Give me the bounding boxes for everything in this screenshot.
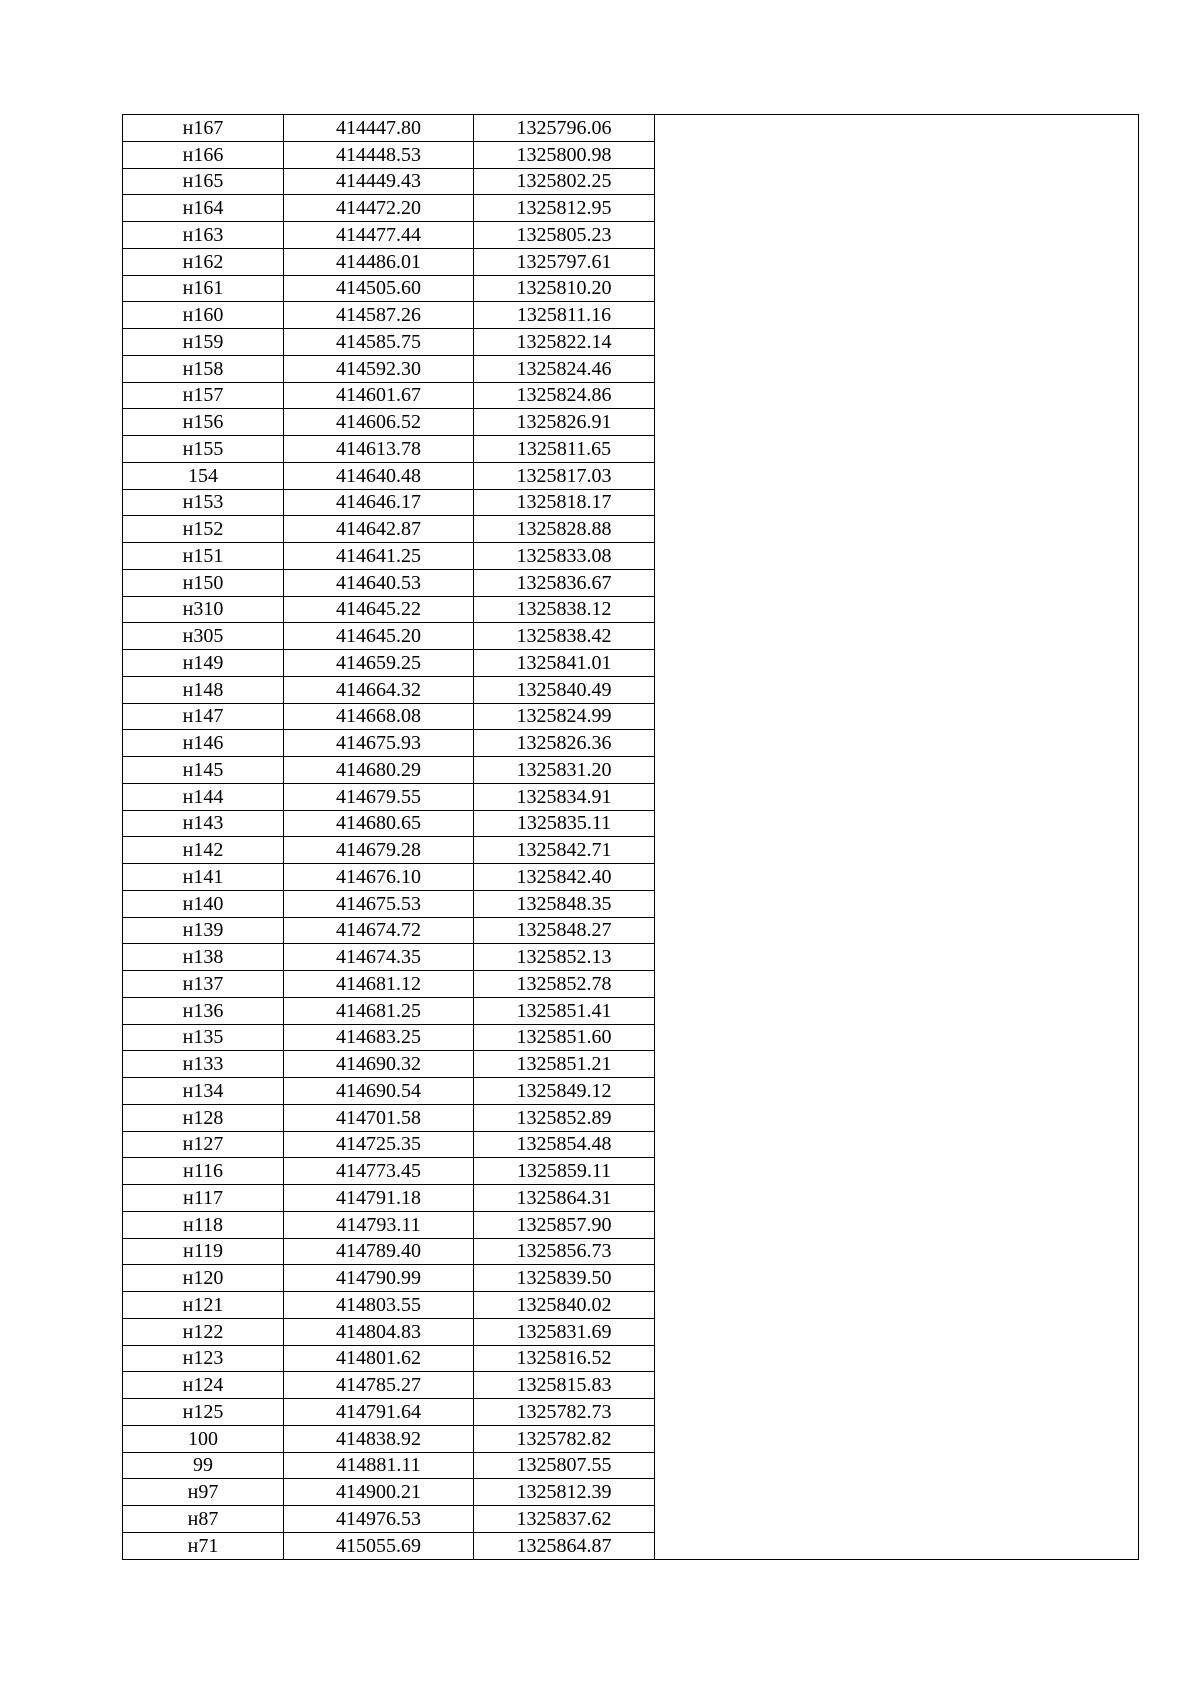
y-coordinate-cell: 1325811.65 xyxy=(474,436,655,463)
x-coordinate-cell: 414659.25 xyxy=(284,650,474,677)
point-name-cell: н156 xyxy=(123,409,284,436)
y-coordinate-cell: 1325833.08 xyxy=(474,543,655,570)
point-name-cell: н142 xyxy=(123,837,284,864)
point-name-cell: н124 xyxy=(123,1372,284,1399)
y-coordinate-cell: 1325812.39 xyxy=(474,1479,655,1506)
point-name-cell: н135 xyxy=(123,1024,284,1051)
table-row xyxy=(123,115,1139,142)
point-name-cell: н161 xyxy=(123,275,284,302)
x-coordinate-cell: 414804.83 xyxy=(284,1318,474,1345)
x-coordinate-cell: 414690.54 xyxy=(284,1078,474,1105)
x-coordinate-cell: 414900.21 xyxy=(284,1479,474,1506)
y-coordinate-cell: 1325824.46 xyxy=(474,355,655,382)
y-coordinate-cell: 1325859.11 xyxy=(474,1158,655,1185)
y-coordinate-cell: 1325782.73 xyxy=(474,1399,655,1426)
x-coordinate-cell: 414613.78 xyxy=(284,436,474,463)
y-coordinate-cell: 1325856.73 xyxy=(474,1238,655,1265)
x-coordinate-cell: 414664.32 xyxy=(284,676,474,703)
y-coordinate-cell: 1325815.83 xyxy=(474,1372,655,1399)
x-coordinate-cell: 414803.55 xyxy=(284,1292,474,1319)
point-name-cell: н121 xyxy=(123,1292,284,1319)
y-coordinate-cell: 1325840.49 xyxy=(474,676,655,703)
x-coordinate-cell: 414681.25 xyxy=(284,997,474,1024)
x-coordinate-cell: 414646.17 xyxy=(284,489,474,516)
point-name-cell: н147 xyxy=(123,703,284,730)
y-coordinate-cell: 1325851.41 xyxy=(474,997,655,1024)
y-coordinate-cell: 1325854.48 xyxy=(474,1131,655,1158)
x-coordinate-cell: 414790.99 xyxy=(284,1265,474,1292)
point-name-cell: н139 xyxy=(123,917,284,944)
y-coordinate-cell: 1325841.01 xyxy=(474,650,655,677)
y-coordinate-cell: 1325824.86 xyxy=(474,382,655,409)
x-coordinate-cell: 414791.64 xyxy=(284,1399,474,1426)
y-coordinate-cell: 1325834.91 xyxy=(474,783,655,810)
point-name-cell: н157 xyxy=(123,382,284,409)
x-coordinate-cell: 414585.75 xyxy=(284,329,474,356)
y-coordinate-cell: 1325864.87 xyxy=(474,1532,655,1559)
empty-merged-cell xyxy=(655,115,1139,1560)
point-name-cell: н146 xyxy=(123,730,284,757)
y-coordinate-cell: 1325811.16 xyxy=(474,302,655,329)
x-coordinate-cell: 414601.67 xyxy=(284,382,474,409)
x-coordinate-cell: 414676.10 xyxy=(284,864,474,891)
point-name-cell: н158 xyxy=(123,355,284,382)
y-coordinate-cell: 1325831.69 xyxy=(474,1318,655,1345)
point-name-cell: 154 xyxy=(123,462,284,489)
point-name-cell: н140 xyxy=(123,890,284,917)
x-coordinate-cell: 414640.53 xyxy=(284,569,474,596)
y-coordinate-cell: 1325837.62 xyxy=(474,1506,655,1533)
y-coordinate-cell: 1325836.67 xyxy=(474,569,655,596)
x-coordinate-cell: 415055.69 xyxy=(284,1532,474,1559)
x-coordinate-cell: 414642.87 xyxy=(284,516,474,543)
y-coordinate-cell: 1325816.52 xyxy=(474,1345,655,1372)
point-name-cell: н162 xyxy=(123,248,284,275)
point-name-cell: н141 xyxy=(123,864,284,891)
x-coordinate-cell: 414680.29 xyxy=(284,757,474,784)
y-coordinate-cell: 1325849.12 xyxy=(474,1078,655,1105)
y-coordinate-cell: 1325838.12 xyxy=(474,596,655,623)
point-name-cell: н138 xyxy=(123,944,284,971)
y-coordinate-cell: 1325826.91 xyxy=(474,409,655,436)
point-name-cell: н120 xyxy=(123,1265,284,1292)
point-name-cell: н87 xyxy=(123,1506,284,1533)
point-name-cell: 100 xyxy=(123,1425,284,1452)
coordinates-table-body xyxy=(123,115,1139,1560)
point-name-cell: н128 xyxy=(123,1104,284,1131)
y-coordinate-cell: 1325851.21 xyxy=(474,1051,655,1078)
x-coordinate-cell: 414675.93 xyxy=(284,730,474,757)
x-coordinate-cell: 414793.11 xyxy=(284,1211,474,1238)
point-name-cell: н164 xyxy=(123,195,284,222)
y-coordinate-cell: 1325822.14 xyxy=(474,329,655,356)
y-coordinate-cell: 1325807.55 xyxy=(474,1452,655,1479)
y-coordinate-cell: 1325810.20 xyxy=(474,275,655,302)
y-coordinate-cell: 1325839.50 xyxy=(474,1265,655,1292)
x-coordinate-cell: 414683.25 xyxy=(284,1024,474,1051)
point-name-cell: н148 xyxy=(123,676,284,703)
x-coordinate-cell: 414640.48 xyxy=(284,462,474,489)
x-coordinate-cell: 414449.43 xyxy=(284,168,474,195)
point-name-cell: н123 xyxy=(123,1345,284,1372)
x-coordinate-cell: 414645.20 xyxy=(284,623,474,650)
y-coordinate-cell: 1325818.17 xyxy=(474,489,655,516)
point-name-cell: н167 xyxy=(123,115,284,142)
point-name-cell: н155 xyxy=(123,436,284,463)
point-name-cell: н149 xyxy=(123,650,284,677)
x-coordinate-cell: 414675.53 xyxy=(284,890,474,917)
point-name-cell: н125 xyxy=(123,1399,284,1426)
point-name-cell: н143 xyxy=(123,810,284,837)
x-coordinate-cell: 414505.60 xyxy=(284,275,474,302)
point-name-cell: н305 xyxy=(123,623,284,650)
x-coordinate-cell: 414725.35 xyxy=(284,1131,474,1158)
point-name-cell: н137 xyxy=(123,971,284,998)
y-coordinate-cell: 1325828.88 xyxy=(474,516,655,543)
point-name-cell: н159 xyxy=(123,329,284,356)
point-name-cell: н144 xyxy=(123,783,284,810)
point-name-cell: н116 xyxy=(123,1158,284,1185)
point-name-cell: н119 xyxy=(123,1238,284,1265)
point-name-cell: н150 xyxy=(123,569,284,596)
x-coordinate-cell: 414801.62 xyxy=(284,1345,474,1372)
y-coordinate-cell: 1325852.89 xyxy=(474,1104,655,1131)
x-coordinate-cell: 414701.58 xyxy=(284,1104,474,1131)
coordinates-table xyxy=(122,114,1139,1560)
x-coordinate-cell: 414976.53 xyxy=(284,1506,474,1533)
x-coordinate-cell: 414477.44 xyxy=(284,222,474,249)
y-coordinate-cell: 1325840.02 xyxy=(474,1292,655,1319)
x-coordinate-cell: 414641.25 xyxy=(284,543,474,570)
x-coordinate-cell: 414681.12 xyxy=(284,971,474,998)
point-name-cell: н127 xyxy=(123,1131,284,1158)
point-name-cell: н134 xyxy=(123,1078,284,1105)
x-coordinate-cell: 414679.28 xyxy=(284,837,474,864)
y-coordinate-cell: 1325817.03 xyxy=(474,462,655,489)
y-coordinate-cell: 1325852.78 xyxy=(474,971,655,998)
point-name-cell: н166 xyxy=(123,141,284,168)
point-name-cell: н163 xyxy=(123,222,284,249)
point-name-cell: н122 xyxy=(123,1318,284,1345)
point-name-cell: н145 xyxy=(123,757,284,784)
x-coordinate-cell: 414690.32 xyxy=(284,1051,474,1078)
y-coordinate-cell: 1325802.25 xyxy=(474,168,655,195)
x-coordinate-cell: 414881.11 xyxy=(284,1452,474,1479)
x-coordinate-cell: 414791.18 xyxy=(284,1185,474,1212)
y-coordinate-cell: 1325864.31 xyxy=(474,1185,655,1212)
y-coordinate-cell: 1325812.95 xyxy=(474,195,655,222)
x-coordinate-cell: 414448.53 xyxy=(284,141,474,168)
point-name-cell: н310 xyxy=(123,596,284,623)
point-name-cell: н133 xyxy=(123,1051,284,1078)
point-name-cell: н165 xyxy=(123,168,284,195)
x-coordinate-cell: 414606.52 xyxy=(284,409,474,436)
point-name-cell: н151 xyxy=(123,543,284,570)
x-coordinate-cell: 414587.26 xyxy=(284,302,474,329)
x-coordinate-cell: 414785.27 xyxy=(284,1372,474,1399)
point-name-cell: н153 xyxy=(123,489,284,516)
y-coordinate-cell: 1325838.42 xyxy=(474,623,655,650)
y-coordinate-cell: 1325842.40 xyxy=(474,864,655,891)
point-name-cell: н160 xyxy=(123,302,284,329)
point-name-cell: н97 xyxy=(123,1479,284,1506)
x-coordinate-cell: 414680.65 xyxy=(284,810,474,837)
x-coordinate-cell: 414486.01 xyxy=(284,248,474,275)
y-coordinate-cell: 1325842.71 xyxy=(474,837,655,864)
y-coordinate-cell: 1325852.13 xyxy=(474,944,655,971)
x-coordinate-cell: 414447.80 xyxy=(284,115,474,142)
x-coordinate-cell: 414645.22 xyxy=(284,596,474,623)
y-coordinate-cell: 1325782.82 xyxy=(474,1425,655,1452)
y-coordinate-cell: 1325851.60 xyxy=(474,1024,655,1051)
x-coordinate-cell: 414674.72 xyxy=(284,917,474,944)
y-coordinate-cell: 1325857.90 xyxy=(474,1211,655,1238)
x-coordinate-cell: 414773.45 xyxy=(284,1158,474,1185)
y-coordinate-cell: 1325831.20 xyxy=(474,757,655,784)
point-name-cell: 99 xyxy=(123,1452,284,1479)
x-coordinate-cell: 414472.20 xyxy=(284,195,474,222)
point-name-cell: н136 xyxy=(123,997,284,1024)
x-coordinate-cell: 414668.08 xyxy=(284,703,474,730)
point-name-cell: н152 xyxy=(123,516,284,543)
point-name-cell: н117 xyxy=(123,1185,284,1212)
x-coordinate-cell: 414838.92 xyxy=(284,1425,474,1452)
y-coordinate-cell: 1325800.98 xyxy=(474,141,655,168)
x-coordinate-cell: 414674.35 xyxy=(284,944,474,971)
y-coordinate-cell: 1325848.35 xyxy=(474,890,655,917)
x-coordinate-cell: 414592.30 xyxy=(284,355,474,382)
y-coordinate-cell: 1325848.27 xyxy=(474,917,655,944)
x-coordinate-cell: 414679.55 xyxy=(284,783,474,810)
y-coordinate-cell: 1325796.06 xyxy=(474,115,655,142)
point-name-cell: н118 xyxy=(123,1211,284,1238)
x-coordinate-cell: 414789.40 xyxy=(284,1238,474,1265)
y-coordinate-cell: 1325835.11 xyxy=(474,810,655,837)
y-coordinate-cell: 1325805.23 xyxy=(474,222,655,249)
y-coordinate-cell: 1325824.99 xyxy=(474,703,655,730)
point-name-cell: н71 xyxy=(123,1532,284,1559)
y-coordinate-cell: 1325826.36 xyxy=(474,730,655,757)
y-coordinate-cell: 1325797.61 xyxy=(474,248,655,275)
